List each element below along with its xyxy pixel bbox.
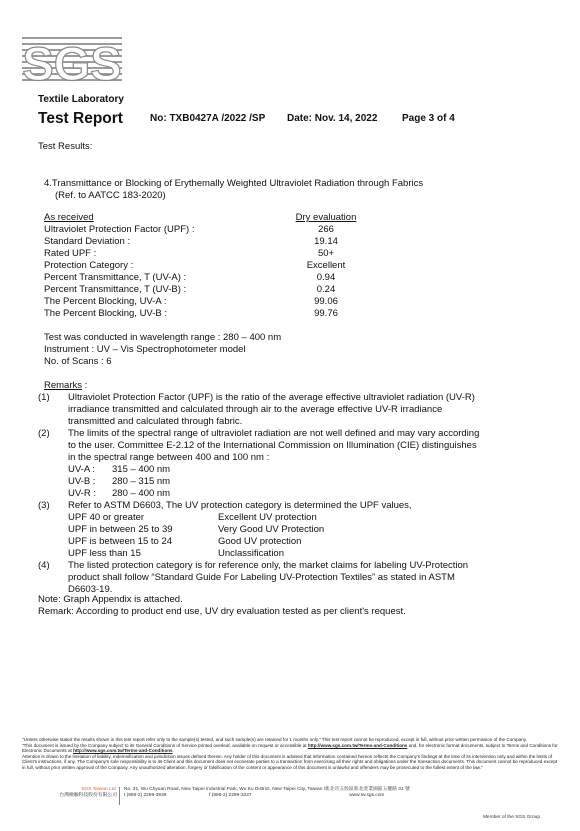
uv-range-row [68, 488, 171, 500]
remark-number: (1) [38, 392, 50, 403]
row-label: Standard Deviation : [44, 236, 131, 247]
remark-line: to the user. Committee E-2.12 of the International Commission on Illumination (CIE) distinguishes [68, 440, 477, 451]
uv-range: 280 – 315 nm [112, 476, 171, 487]
disclaimer-paragraph: "This document is issued by the Company subject to its General Conditions of Service printed overleaf, available on request or accessible at http://www.sgs.com.tw/Terms-and-Conditions and, for electronic format documents, subject to Terms and Conditions for Electronic Documents at http://www.sgs.com.tw/Terms-and-Conditions. [22, 742, 558, 754]
uv-range-row [68, 476, 171, 488]
row-value: 19.14 [314, 236, 338, 247]
upf-category: Good UV protection [218, 536, 302, 547]
row-label: The Percent Blocking, UV-B : [44, 308, 168, 319]
phone: t (886-2) 2299-3939 [124, 793, 167, 798]
disclaimer-paragraph: Attention is drawn to the limitation of liability, indemnification and jurisdiction issues defined therein. Any holder of this document is advised that information contained hereon reflects the Company's findings at the time of its intervention only and within the limits of Client's instructions, if any. The Company's sole responsibility is to its Client and this document does not exonerate parties to a transaction from exercising all their rights and obligations under the transaction documents. This document cannot be reproduced except in full, without prior written approval of the Company. Any unauthorized alteration, forgery or falsification of the content or appearance of this document is unlawful and offenders may be prosecuted to the fullest extent of the law." [22, 753, 558, 770]
uv-band: UV-B : [68, 476, 96, 487]
uv-band: UV-A : [68, 464, 95, 475]
row-value: 0.24 [316, 284, 336, 295]
sgs-logo [22, 35, 122, 87]
remark-line: product shall follow “Standard Guide For Labeling UV-Protection Textiles” as stated in ASTM [68, 572, 455, 583]
member-of-group: Member of the SGS Group [482, 815, 540, 820]
company-address: No. 31, Wu Chyuan Road, New Taipei Industrial Park, Wu Ku District, New Taipei City, Taiwan /新北市五股區新北產業園區五權路 31 號 [124, 787, 410, 792]
footer-disclaimer [22, 737, 560, 771]
table-row [44, 224, 364, 236]
footer-divider [119, 787, 120, 805]
remark-line: irradiance transmitted and calculated through air to the average effective UV-R irradiance [68, 404, 443, 415]
column-header-dry-evaluation: Dry evaluation [295, 212, 357, 223]
row-value: 50+ [317, 248, 335, 259]
upf-category: Very Good UV Protection [218, 524, 325, 535]
terms-link[interactable]: http://www.sgs.com.tw/Terms-and-Conditions [307, 742, 408, 748]
table-row [44, 272, 364, 284]
table-row [44, 284, 364, 296]
row-value: Excellent [306, 260, 346, 271]
table-row [44, 308, 364, 320]
instrument-line: Instrument : UV – Vis Spectrophotometer model [44, 344, 246, 355]
report-number: No: TXB0427A /2022 /SP [150, 113, 266, 124]
contact-line [124, 793, 554, 799]
remark-line: in the spectral range between 400 and 100 nm : [68, 452, 270, 463]
section-reference: (Ref. to AATCC 183-2020) [55, 190, 166, 201]
table-row [44, 260, 364, 272]
table-row [44, 296, 364, 308]
graph-note: Note: Graph Appendix is attached. [38, 594, 183, 605]
row-value: 0.94 [316, 272, 336, 283]
section-title: 4.Transmittance or Blocking of Erythemally Weighted Ultraviolet Radiation through Fabrics [44, 178, 424, 189]
table-header-row [44, 212, 364, 224]
remark-1 [38, 392, 538, 428]
remark-line: D6603-19. [68, 584, 113, 595]
company-name-zh: 台灣檢驗科技股份有限公司 [59, 793, 117, 798]
report-title: Test Report [38, 110, 123, 127]
remark-number: (2) [38, 428, 50, 439]
row-label: Ultraviolet Protection Factor (UPF) : [44, 224, 195, 235]
test-info [44, 332, 281, 368]
terms-link[interactable]: http://www.sgs.com.tw/Terms-and-Conditions [73, 748, 173, 754]
uv-range: 315 – 400 nm [112, 464, 171, 475]
row-value: 99.76 [314, 308, 338, 319]
company-name-en: SGS Taiwan Ltd. [81, 787, 117, 792]
row-value: 99.06 [314, 296, 338, 307]
remark-2 [38, 428, 538, 464]
uv-band: UV-R : [68, 488, 96, 499]
remark-number: (4) [38, 560, 50, 571]
remark-line: transmitted and calculated through fabric. [68, 416, 243, 427]
remark-line: Ultraviolet Protection Factor (UPF) is the ratio of the average effective ultraviolet radiation (UV-R) [68, 392, 475, 403]
scans-line: No. of Scans : 6 [44, 356, 112, 367]
upf-category-row [68, 512, 317, 524]
report-date: Date: Nov. 14, 2022 [287, 113, 378, 124]
row-label: Percent Transmittance, T (UV-A) : [44, 272, 187, 283]
upf-range: UPF is between 15 to 24 [68, 536, 173, 547]
svg-text:SGS: SGS [22, 37, 122, 87]
remark-line: The limits of the spectral range of ultraviolet radiation are not well defined and may vary according [68, 428, 480, 439]
upf-category: Excellent UV protection [218, 512, 317, 523]
uv-range-row [68, 464, 171, 476]
table-row [44, 248, 364, 260]
row-label: Rated UPF : [44, 248, 97, 259]
row-label: Percent Transmittance, T (UV-B) : [44, 284, 187, 295]
website-link[interactable]: www.tw.sgs.com [349, 793, 385, 798]
lab-name: Textile Laboratory [38, 94, 124, 105]
remark-number: (3) [38, 500, 50, 511]
upf-range: UPF less than 15 [68, 548, 141, 559]
upf-range: UPF in between 25 to 39 [68, 524, 173, 535]
row-label: Protection Category : [44, 260, 134, 271]
remark-3 [38, 500, 538, 512]
upf-category-row [68, 524, 325, 536]
upf-range: UPF 40 or greater [68, 512, 145, 523]
upf-category-row [68, 548, 284, 560]
uv-range: 280 – 400 nm [112, 488, 171, 499]
fax: f (886-2) 2299-3237 [209, 793, 252, 798]
wavelength-range-line: Test was conducted in wavelength range : 280 – 400 nm [44, 332, 282, 343]
disclaimer-paragraph: "Unless otherwise stated the results shown in this test report refer only to the sample(s) tested, and such sample(s) are retained for 1 months only." This test report cannot be reproduced, except in full, without prior written permission of the Company. [22, 737, 527, 742]
test-results-label: Test Results: [38, 141, 93, 152]
notes [38, 594, 406, 618]
remark-line: The listed protection category is for reference only, the market claims for labeling UV-Protection [68, 560, 469, 571]
remarks-heading: Remarks : [44, 380, 88, 391]
table-row [44, 236, 364, 248]
results-table [44, 212, 364, 320]
upf-category: Unclassification [218, 548, 284, 559]
page-number: Page 3 of 4 [402, 113, 455, 124]
remark-4 [38, 560, 538, 596]
remark-line: Refer to ASTM D6603, The UV protection category is determined the UPF values, [68, 500, 412, 511]
column-header-as-received: As received [44, 212, 94, 223]
upf-category-row [68, 536, 302, 548]
row-label: The Percent Blocking, UV-A : [44, 296, 167, 307]
end-use-remark: Remark: According to product end use, UV dry evaluation tested as per client's request. [38, 606, 406, 617]
row-value: 266 [318, 224, 334, 235]
